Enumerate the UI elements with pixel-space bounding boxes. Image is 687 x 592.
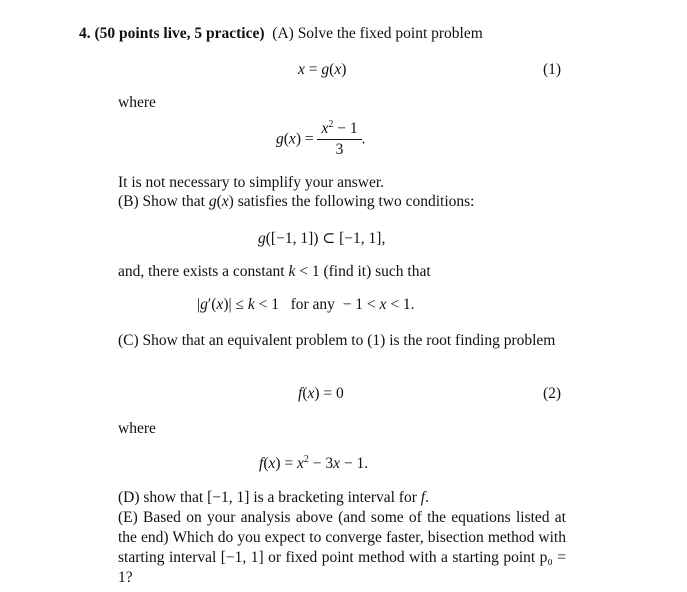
part-c-text: (C) Show that an equivalent problem to (1) is the root finding problem xyxy=(118,332,556,349)
part-a-note: It is not necessary to simplify your answer. xyxy=(118,174,385,191)
equation-1: x = g(x) xyxy=(298,61,347,78)
part-a-intro: (A) Solve the fixed point problem xyxy=(272,25,483,42)
equation-2-tag: (2) xyxy=(543,385,562,402)
g-definition: g(x) = $\frac{x^2 - 1}{3}$ . xyxy=(276,118,366,158)
part-e-text: (E) Based on your analysis above (and some of the equations listed at the end) Which do you expect to converge faster, bisection method with starting interval [−1, 1] or fixed point method with a starting point p₀ = 1? xyxy=(118,509,566,586)
derivative-bound: |g′(x)| ≤ k < 1 for any − 1 < x < 1. xyxy=(197,296,415,313)
g-fraction: $\frac{x^2 - 1}{3}$ xyxy=(317,120,361,159)
equation-2: f(x) = 0 xyxy=(298,385,344,402)
problem-header xyxy=(79,25,483,43)
equation-1-tag: (1) xyxy=(543,61,562,78)
part-b-text: (B) Show that g(x) satisfies the following two conditions: xyxy=(118,193,475,210)
f-definition: $f(x) = x^2 - 3x - 1$. xyxy=(259,453,369,472)
problem-number: 4. xyxy=(79,25,91,42)
constant-line: and, there exists a constant k < 1 (find it) such that xyxy=(118,263,431,280)
part-d-text: (D) show that [−1, 1] is a bracketing interval for f. xyxy=(118,489,429,506)
where-label-2: where xyxy=(118,420,156,437)
where-label-1: where xyxy=(118,94,156,111)
subset-condition: g([−1, 1]) ⊂ [−1, 1], xyxy=(258,230,386,247)
problem-points: (50 points live, 5 practice) xyxy=(94,25,265,42)
